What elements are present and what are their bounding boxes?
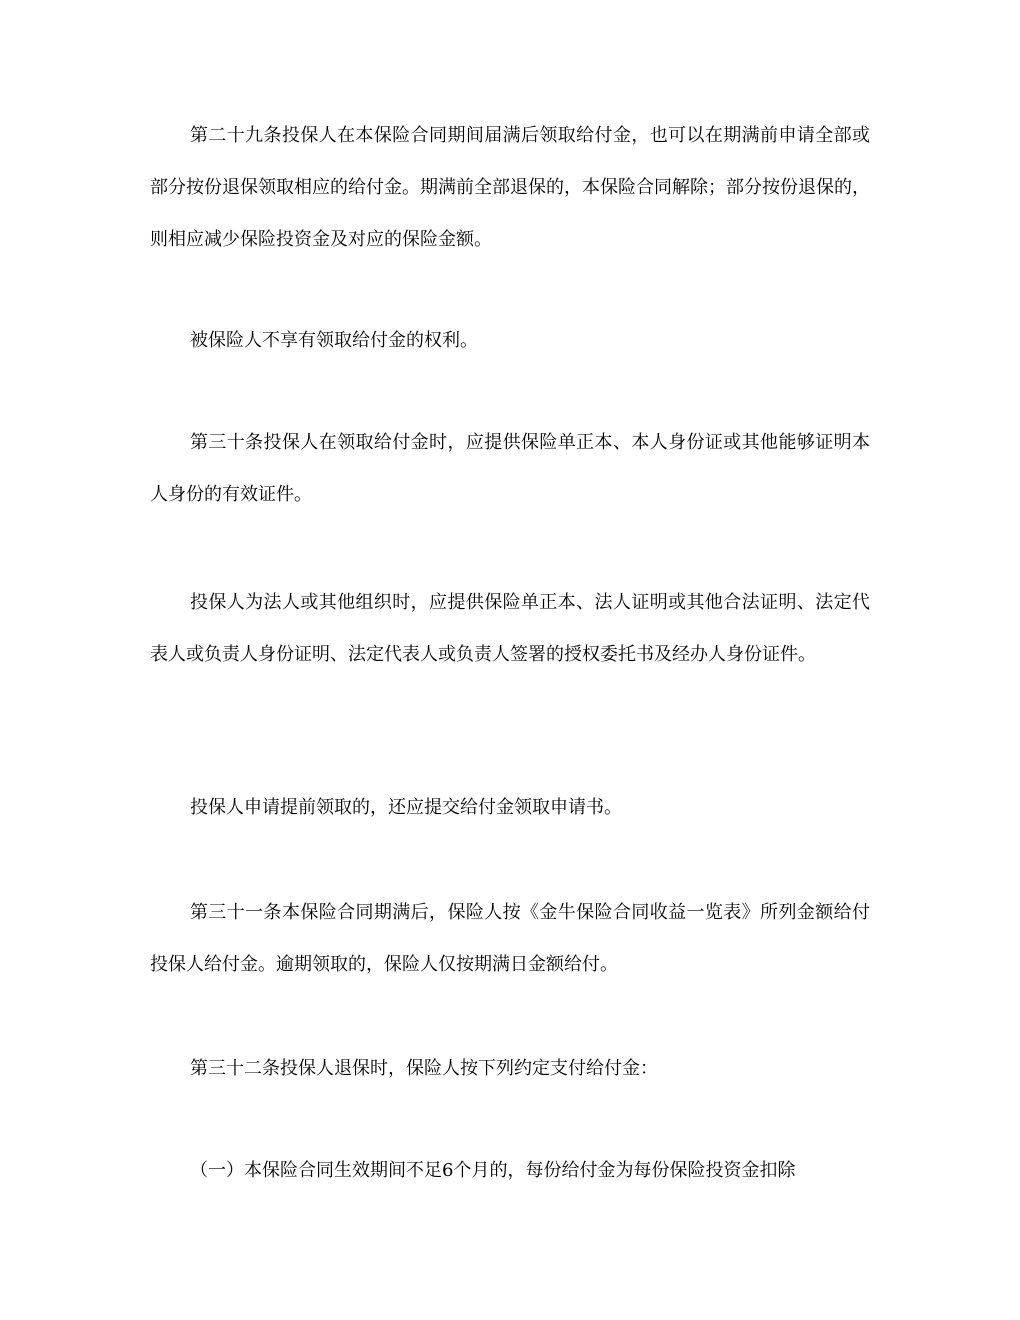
paragraph-article-30: 第三十条投保人在领取给付金时，应提供保险单正本、本人身份证或其他能够证明本人身份的有效证件。 (150, 432, 870, 505)
paragraph-item-1: （一）本保险合同生效期间不足6个月的，每份给付金为每份保险投资金扣除 (190, 1160, 796, 1181)
paragraph-article-32: 第三十二条投保人退保时，保险人按下列约定支付给付金： (190, 1058, 658, 1079)
paragraph-early-claim: 投保人申请提前领取的，还应提交给付金领取申请书。 (190, 797, 622, 818)
paragraph-insured-no-right: 被保险人不享有领取给付金的权利。 (190, 330, 478, 351)
paragraph-article-31: 第三十一条本保险合同期满后，保险人按《金牛保险合同收益一览表》所列金额给付投保人给付金。逾期领取的，保险人仅按期满日金额给付。 (150, 902, 870, 975)
paragraph-legal-person: 投保人为法人或其他组织时，应提供保险单正本、法人证明或其他合法证明、法定代表人或负责人身份证明、法定代表人或负责人签署的授权委托书及经办人身份证件。 (150, 592, 870, 665)
paragraph-article-29: 第二十九条投保人在本保险合同期间届满后领取给付金，也可以在期满前申请全部或部分按份退保领取相应的给付金。期满前全部退保的，本保险合同解除；部分按份退保的，则相应减少保险投资金及对应的保险金额。 (150, 125, 870, 250)
